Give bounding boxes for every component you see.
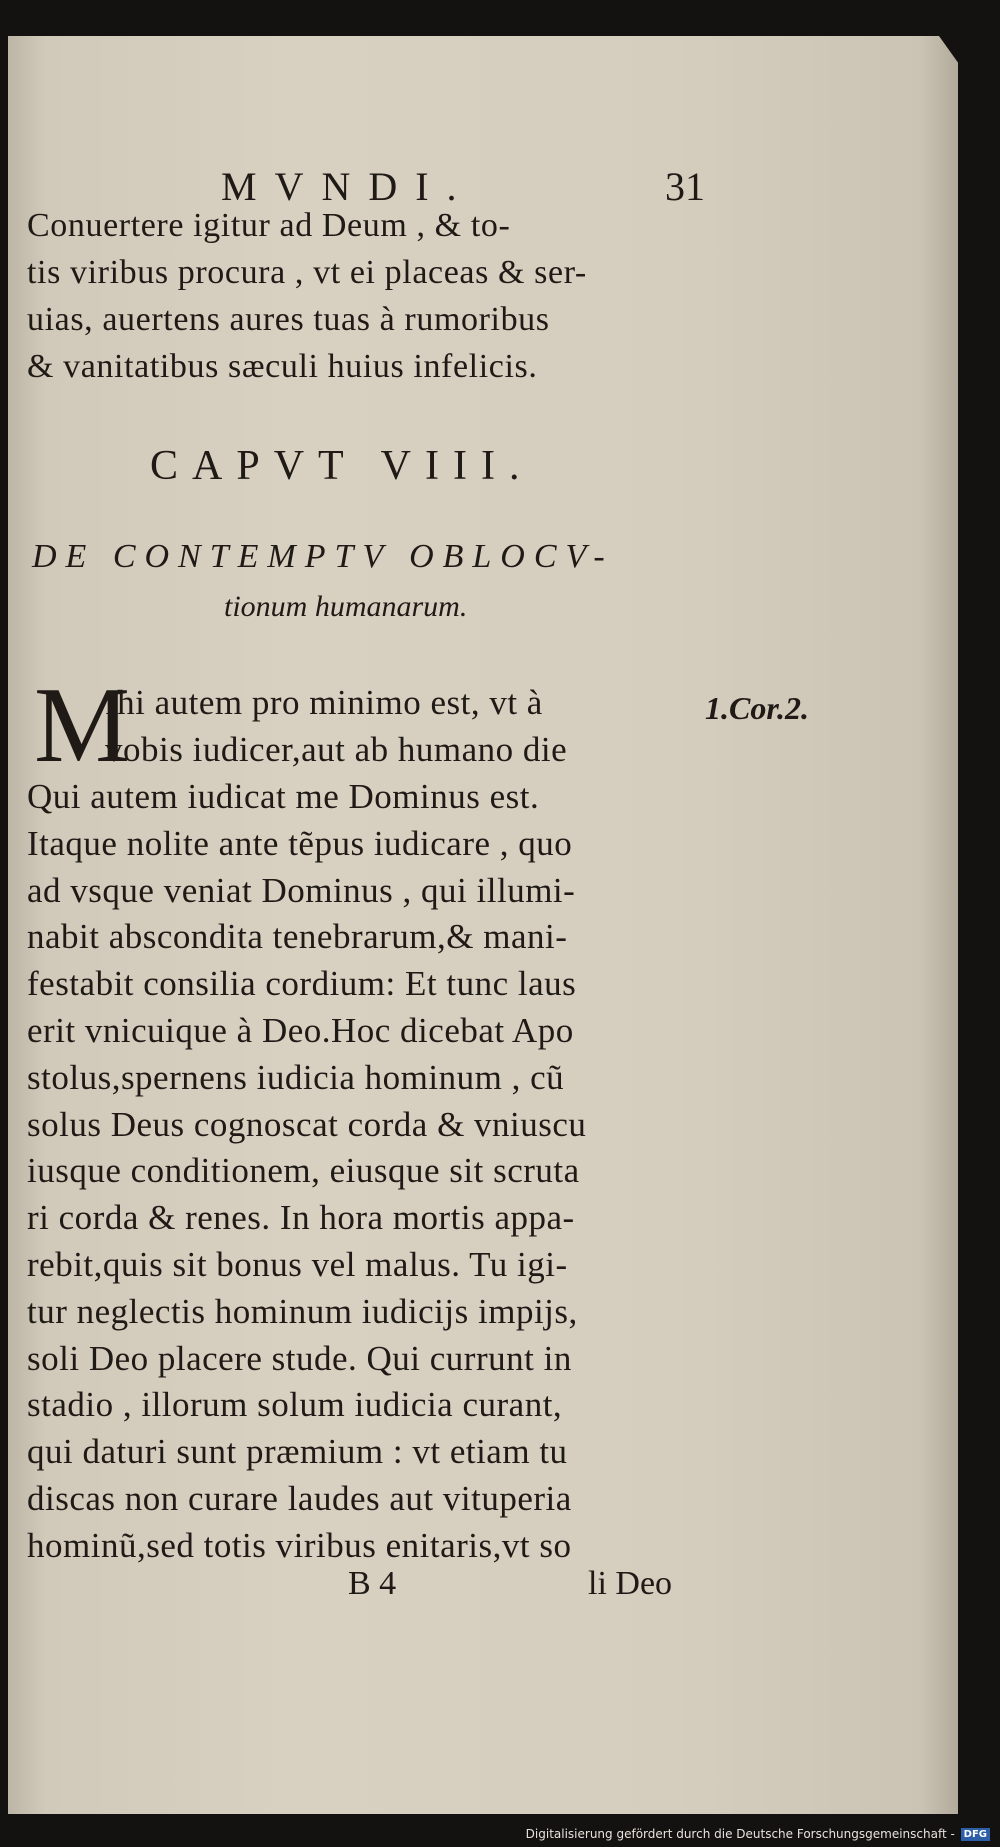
text-line: solus Deus cognoscat corda & vniuscu — [27, 1104, 587, 1144]
text-line: Conuertere igitur ad Deum , & to- — [27, 207, 511, 244]
text-line: soli Deo placere stude. Qui currunt in — [27, 1338, 572, 1378]
text-line: qui daturi sunt præmium : vt etiam tu — [27, 1432, 568, 1472]
chapter-subtitle-continued: tionum humanarum. — [224, 590, 468, 623]
text-line: erit vnicuique à Deo.Hoc dicebat Apo — [27, 1011, 574, 1050]
text-line: uias, auertens aures tuas à rumoribus — [27, 301, 550, 338]
signature-mark: B 4 — [348, 1565, 397, 1602]
running-title: MVNDI. — [221, 164, 475, 209]
chapter-subtitle: DE CONTEMPTV OBLOCV- — [32, 538, 614, 575]
text-line: & vanitatibus sæculi huius infelicis. — [27, 348, 538, 385]
text-line: ri corda & renes. In hora mortis appa- — [27, 1198, 575, 1238]
drop-cap: M — [34, 666, 131, 785]
credit-line — [526, 1827, 990, 1841]
text-line: Qui autem iudicat me Dominus est. — [27, 777, 540, 816]
text-line: festabit consilia cordium: Et tunc laus — [27, 964, 577, 1004]
page-number: 31 — [665, 164, 705, 209]
text-line: Ihi autem pro minimo est, vt à — [105, 683, 543, 722]
text-line: nabit abscondita tenebrarum,& mani- — [27, 917, 568, 957]
text-line: iusque conditionem, eiusque sit scruta — [27, 1151, 580, 1191]
text-line: rebit,quis sit bonus vel malus. Tu igi- — [27, 1245, 568, 1284]
dfg-logo: DFG — [961, 1828, 990, 1841]
credit-text: Digitalisierung gefördert durch die Deutsche Forschungsgemeinschaft - — [525, 1827, 955, 1841]
text-line: tur neglectis hominum iudicijs impijs, — [27, 1291, 578, 1331]
text-line: stolus,spernens iudicia hominum , cũ — [27, 1057, 565, 1097]
catchword: li Deo — [588, 1565, 673, 1602]
text-line: discas non curare laudes aut vituperia — [27, 1479, 572, 1518]
text-line: Itaque nolite ante tẽpus iudicare , quo — [27, 823, 573, 863]
chapter-heading: CAPVT VIII. — [150, 443, 534, 489]
margin-note: 1.Cor.2. — [705, 690, 810, 726]
text-line: ad vsque veniat Dominus , qui illumi- — [27, 870, 576, 910]
text-line: vobis iudicer,aut ab humano die — [105, 730, 568, 769]
text-line: stadio , illorum solum iudicia curant, — [27, 1385, 563, 1425]
text-line: tis viribus procura , vt ei placeas & ser- — [27, 254, 587, 291]
text-line: hominũ,sed totis viribus enitaris,vt so — [27, 1525, 572, 1565]
